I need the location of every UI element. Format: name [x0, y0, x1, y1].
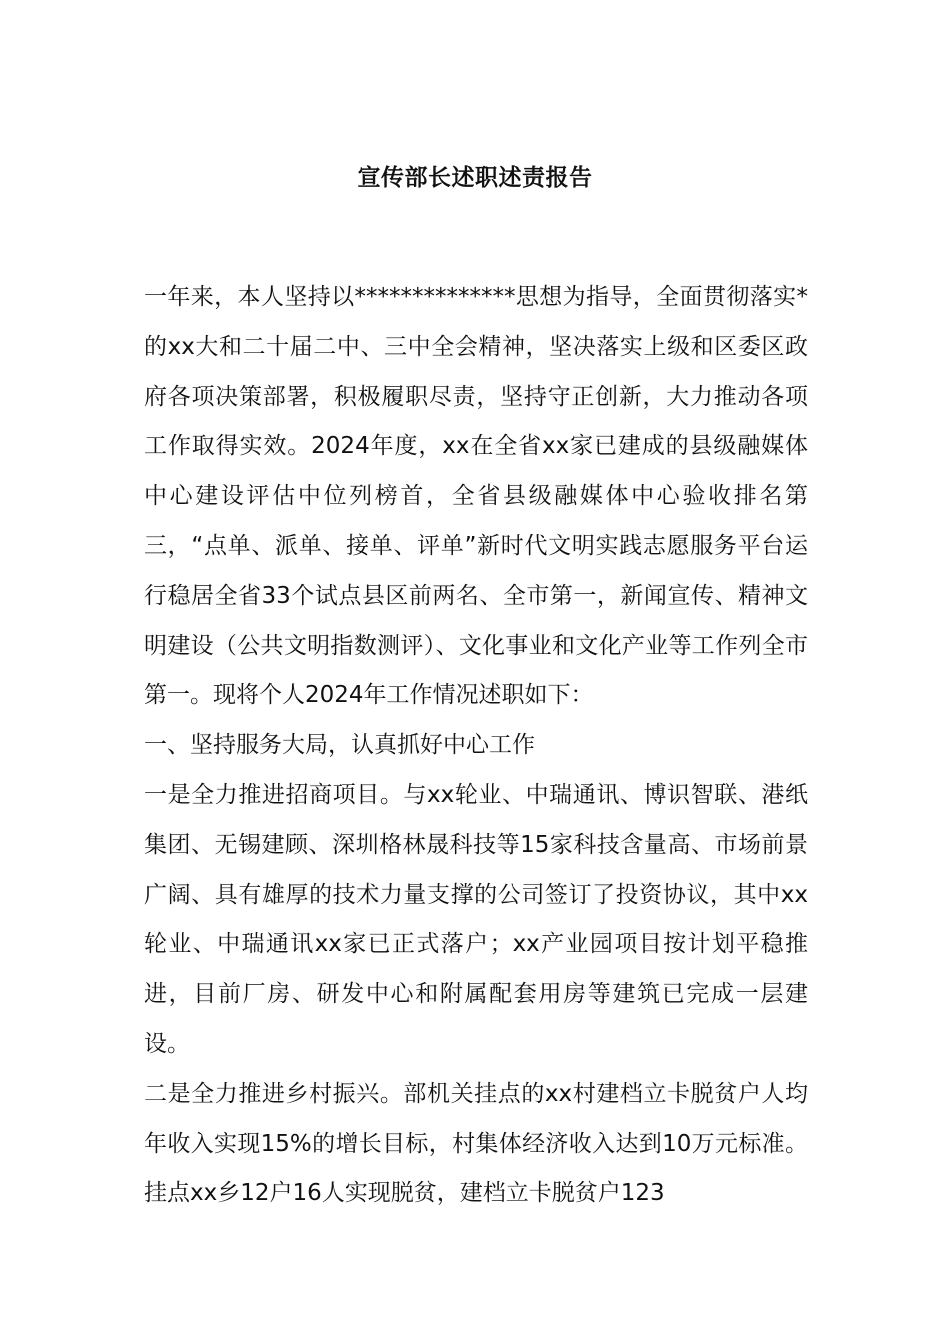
paragraph-rural-revitalization: 二是全力推进乡村振兴。部机关挂点的xx村建档立卡脱贫户人均年收入实现15%的增长目标，村集体经济收入达到10万元标准。挂点xx乡12户16人实现脱贫，建档立卡脱贫户123: [144, 1080, 808, 1207]
paragraph-intro: 一年来，本人坚持以**************思想为指导，全面贯彻落实*的xx大和二十届二中、三中全会精神，坚决落实上级和区委区政府各项决策部署，积极履职尽责，坚持守正创新，大力推动各项工作取得实效。2024年度，xx在全省xx家已建成的县级融媒体中心建设评估中位列榜首，全省县级融媒体中心验收排名第三，“点单、派单、接单、评单”新时代文明实践志愿服务平台运行稳居全省33个试点县区前两名、全市第一，新闻宣传、精神文明建设（公共文明指数测评）、文化事业和文化产业等工作列全市第一。现将个人2024年工作情况述职如下：: [144, 284, 808, 709]
section-heading-1: 一、坚持服务大局，认真抓好中心工作: [144, 732, 535, 759]
document-title: 宣传部长述职述责报告: [357, 165, 593, 191]
document-body: [144, 273, 808, 1219]
paragraph-investment: 一是全力推进招商项目。与xx轮业、中瑞通讯、博识智联、港纸集团、无锡建顾、深圳格林晟科技等15家科技含量高、市场前景广阔、具有雄厚的技术力量支撑的公司签订了投资协议，其中xx轮业、中瑞通讯xx家已正式落户；xx产业园项目按计划平稳推进，目前厂房、研发中心和附属配套用房等建筑已完成一层建设。: [144, 781, 808, 1057]
